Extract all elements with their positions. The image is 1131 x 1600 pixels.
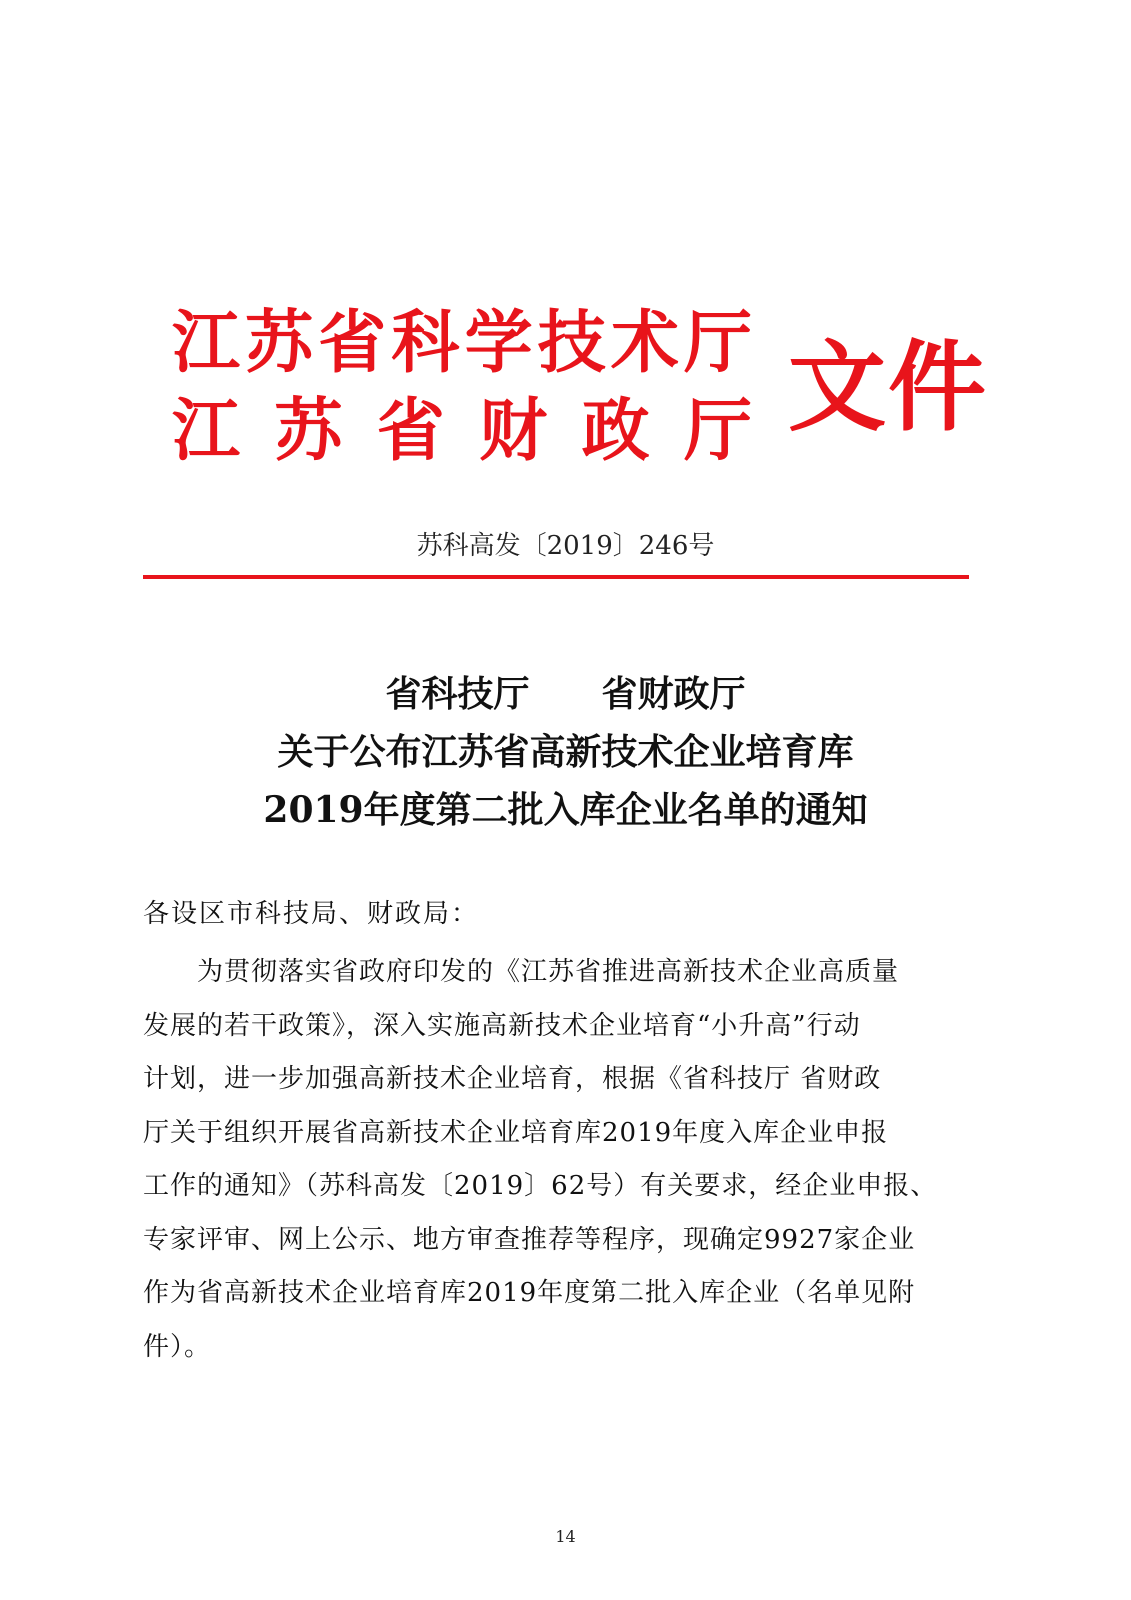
issuer-2-char: 厅 — [683, 392, 752, 471]
issuer-1-char: 厅 — [683, 304, 752, 383]
body-line: 发展的若干政策》，深入实施高新技术企业培育“小升高”行动 — [143, 1010, 861, 1041]
issuer-1-char: 技 — [537, 304, 606, 383]
red-divider — [143, 575, 969, 579]
body-paragraph — [143, 946, 973, 1374]
title-line: 2019年度第二批入库企业名单的通知 — [263, 789, 868, 831]
issuer-1-char: 苏 — [245, 304, 314, 383]
document-title — [0, 665, 1131, 839]
salutation: 各设区市科技局、财政局： — [143, 899, 480, 929]
issuer-line-1 — [172, 300, 752, 388]
body-line: 件）。 — [143, 1331, 212, 1362]
page-number: 14 — [555, 1527, 576, 1546]
document-word: 文件 — [788, 331, 989, 445]
title-line: 关于公布江苏省高新技术企业培育库 — [277, 731, 854, 773]
issuer-1-char: 术 — [610, 304, 679, 383]
issuer-2-char: 苏 — [274, 392, 343, 471]
issuer-1-char: 省 — [318, 304, 387, 383]
body-line: 厅关于组织开展省高新技术企业培育库2019年度入库企业申报 — [143, 1117, 889, 1148]
body-line: 专家评审、网上公示、地方审查推荐等程序，现确定9927家企业 — [143, 1224, 916, 1255]
issuer-block — [172, 300, 752, 476]
issuer-1-char: 科 — [391, 304, 460, 383]
issuer-2-char: 政 — [581, 392, 650, 471]
body-line: 计划，进一步加强高新技术企业培育，根据《省科技厅 省财政 — [143, 1064, 882, 1094]
body-line: 作为省高新技术企业培育库2019年度第二批入库企业（名单见附 — [143, 1278, 916, 1308]
issuer-2-char: 江 — [172, 392, 241, 471]
body-line: 工作的通知》（苏科高发〔2019〕62号）有关要求，经企业申报、 — [143, 1171, 938, 1201]
body-line: 为贯彻落实省政府印发的《江苏省推进高新技术企业高质量 — [143, 957, 900, 987]
issuer-1-char: 学 — [464, 304, 533, 383]
document-number: 苏科高发〔2019〕246号 — [416, 531, 715, 561]
issuer-line-2 — [172, 388, 752, 476]
issuer-1-char: 江 — [172, 304, 241, 383]
issuer-2-char: 省 — [376, 392, 445, 471]
title-line: 省科技厅 省财政厅 — [385, 673, 746, 715]
issuer-2-char: 财 — [479, 392, 548, 471]
